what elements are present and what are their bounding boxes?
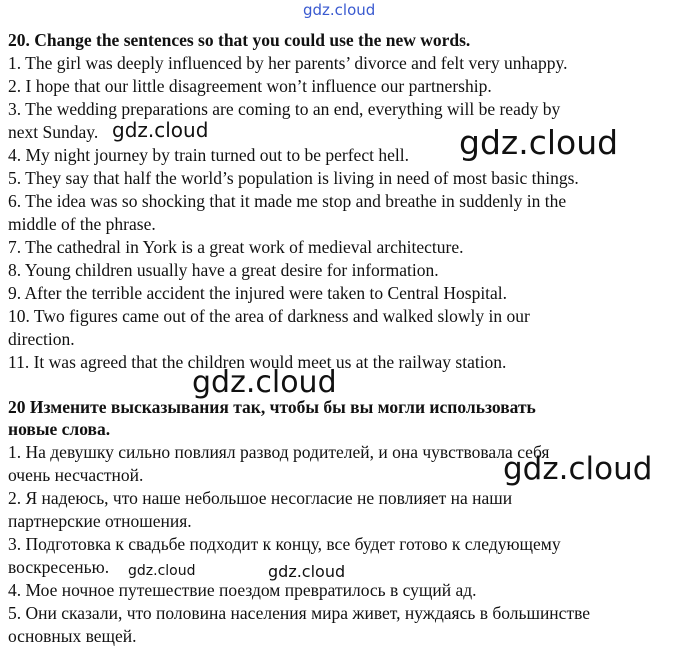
sentence-line: 4. Мое ночное путешествие поездом превратилось в сущий ад. <box>8 580 477 600</box>
sentence-line: 8. Young children usually have a great desire for information. <box>8 260 439 280</box>
sentence-line: партнерские отношения. <box>8 511 192 531</box>
sentence-line: 1. The girl was deeply influenced by her parents’ divorce and felt very unhappy. <box>8 53 568 73</box>
sentence-line: 6. The idea was so shocking that it made me stop and breathe in suddenly in the <box>8 191 567 211</box>
watermark: gdz.cloud <box>303 1 376 19</box>
watermark: gdz.cloud <box>268 562 346 581</box>
sentence-line: 3. Подготовка к свадьбе подходит к концу, все будет готово к следующему <box>8 534 561 554</box>
sentence-line: воскресенью. <box>8 557 110 577</box>
sentence-line: 1. На девушку сильно повлиял развод родителей, и она чувствовала себя <box>8 442 550 462</box>
watermark: gdz.cloud <box>192 365 337 400</box>
sentence-line: 2. I hope that our little disagreement won’t influence our partnership. <box>8 76 492 96</box>
sentence-line: 2. Я надеюсь, что наше небольшое несогласие не повлияет на наши <box>8 488 513 508</box>
sentence-line: direction. <box>8 329 75 349</box>
exercise-heading-ru: 20 Измените высказывания так, чтобы бы вы могли использовать <box>8 397 536 417</box>
watermark: gdz.cloud <box>128 563 196 579</box>
sentence-line: основных вещей. <box>8 626 137 646</box>
sentence-line: очень несчастной. <box>8 465 144 485</box>
sentence-line: 7. The cathedral in York is a great work of medieval architecture. <box>8 237 464 257</box>
sentence-line: 11. It was agreed that the children would meet us at the railway station. <box>8 352 507 372</box>
watermark: gdz.cloud <box>503 451 653 487</box>
sentence-line: 4. My night journey by train turned out to be perfect hell. <box>8 145 409 165</box>
exercise-heading-en: 20. Change the sentences so that you could use the new words. <box>8 30 471 50</box>
sentence-line: 5. They say that half the world’s population is living in need of most basic things. <box>8 168 579 188</box>
exercise-heading-ru: новые слова. <box>8 419 111 439</box>
sentence-line: 3. The wedding preparations are coming to an end, everything will be ready by <box>8 99 561 119</box>
sentence-line: next Sunday. <box>8 122 99 142</box>
watermark: gdz.cloud <box>112 118 209 142</box>
sentence-line: middle of the phrase. <box>8 214 156 234</box>
sentence-line: 10. Two figures came out of the area of darkness and walked slowly in our <box>8 306 530 326</box>
sentence-line: 5. Они сказали, что половина населения мира живет, нуждаясь в большинстве <box>8 603 591 623</box>
sentence-line: 9. After the terrible accident the injured were taken to Central Hospital. <box>8 283 508 303</box>
watermark: gdz.cloud <box>459 123 619 162</box>
